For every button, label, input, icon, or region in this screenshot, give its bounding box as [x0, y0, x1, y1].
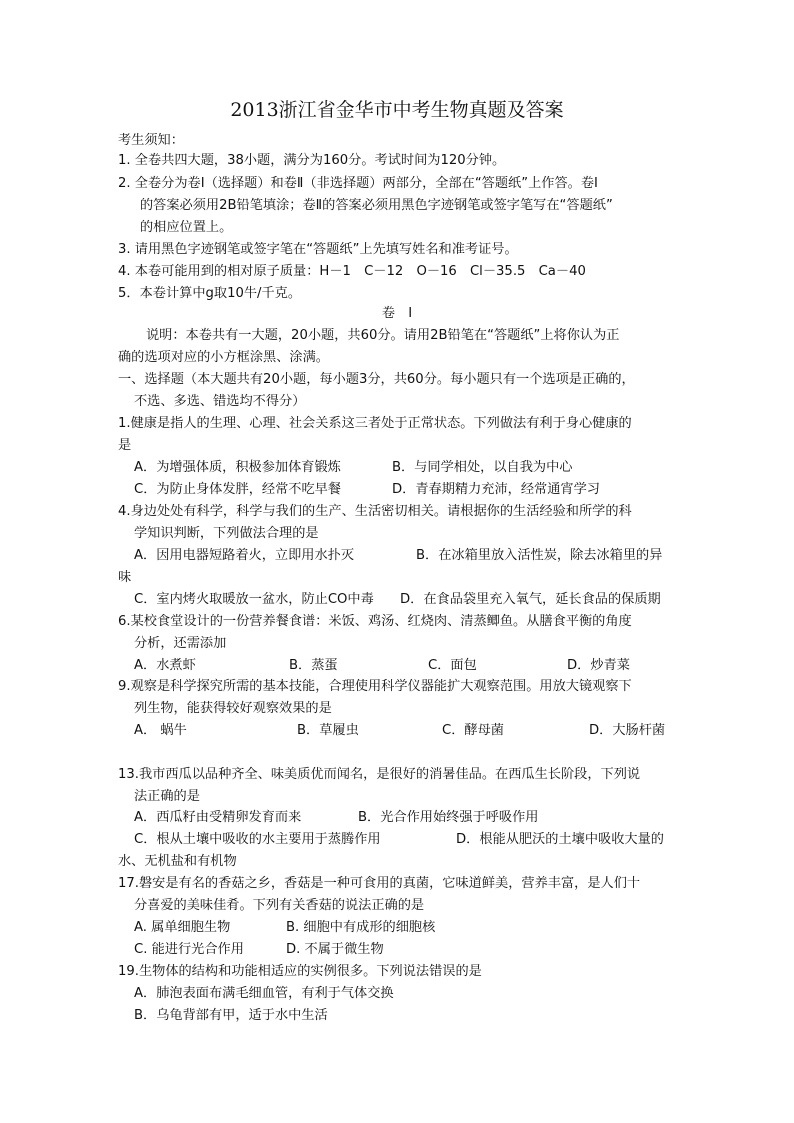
question-stem: 6.某校食堂设计的一份营养餐食谱：米饭、鸡汤、红烧肉、清蒸鲫鱼。从膳食平衡的角度 [118, 614, 632, 629]
question-stem: 19.生物体的结构和功能相适应的实例很多。下列说法错误的是 [118, 964, 482, 979]
part-heading: 一、选择题（本大题共有20小题，每小题3分，共60分。每小题只有一个选项是正确的， [118, 372, 635, 387]
option-a: A．因用电器短路着火，立即用水扑灭 [134, 548, 355, 563]
option-c: C．为防止身体发胖，经常不吃早餐 [134, 482, 342, 497]
question-stem: 9.观察是科学探究所需的基本技能，合理使用科学仪器能扩大观察范围。用放大镜观察下 [118, 679, 632, 694]
question-stem: 4.身边处处有科学，科学与我们的生产、生活密切相关。请根据你的生活经验和所学的科 [118, 504, 632, 519]
question-stem: 分喜爱的美味佳肴。下列有关香菇的说法正确的是 [134, 898, 425, 913]
question-stem: 法正确的是 [134, 789, 200, 804]
option-c: C．酵母菌 [442, 723, 504, 738]
notice-heading: 考生须知： [118, 133, 184, 148]
option-a: A．水煮虾 [134, 658, 196, 673]
notice-item: 2. 全卷分为卷Ⅰ（选择题）和卷Ⅱ（非选择题）两部分，全部在“答题纸”上作答。卷Ⅰ [118, 176, 598, 191]
notice-item: 1. 全卷共四大题，38小题，满分为160分。考试时间为120分钟。 [118, 153, 506, 168]
notice-item: 3. 请用黑色字迹钢笔或签字笔在“答题纸”上先填写姓名和准考证号。 [118, 242, 518, 257]
section-desc: 确的选项对应的小方框涂黑、涂满。 [118, 350, 329, 365]
option-b-continued: 味 [118, 570, 132, 585]
question-stem: 学知识判断，下列做法合理的是 [134, 526, 319, 541]
notice-item: 4. 本卷可能用到的相对原子质量：H－1 C－12 O－16 Cl－35.5 Ca－40 [118, 264, 586, 279]
option-b: B．草履虫 [297, 723, 359, 738]
option-a: A．肺泡表面布满毛细血管，有利于气体交换 [134, 986, 394, 1001]
question-stem: 分析，还需添加 [134, 636, 227, 651]
option-b: B．在冰箱里放入活性炭，除去冰箱里的异 [416, 548, 663, 563]
option-d-continued: 水、无机盐和有机物 [118, 854, 237, 869]
notice-item: 5．本卷计算中g取10牛/千克。 [118, 286, 302, 301]
option-d: D．根能从肥沃的土壤中吸收大量的 [456, 832, 664, 847]
option-a: A． 蜗牛 [134, 723, 187, 738]
option-c: C. 能进行光合作用 [134, 942, 244, 957]
option-b: B．乌龟背部有甲，适于水中生活 [134, 1008, 328, 1023]
question-stem: 13.我市西瓜以品种齐全、味美质优而闻名，是很好的消暑佳品。在西瓜生长阶段，下列说 [118, 767, 641, 782]
part-heading: 不选、多选、错选均不得分） [134, 394, 306, 409]
section-title: 卷 Ⅰ [381, 306, 413, 321]
option-d: D. 不属于微生物 [286, 942, 384, 957]
section-desc: 说明：本卷共有一大题，20小题，共60分。请用2B铅笔在“答题纸”上将你认为正 [146, 328, 620, 343]
option-d: D．大肠杆菌 [589, 723, 666, 738]
question-stem: 17.磐安是有名的香菇之乡，香菇是一种可食用的真菌，它味道鲜美，营养丰富，是人们十 [118, 876, 641, 891]
option-b: B．蒸蛋 [289, 658, 338, 673]
option-d: D．在食品袋里充入氧气，延长食品的保质期 [400, 592, 661, 607]
question-stem: 1.健康是指人的生理、心理、社会关系这三者处于正常状态。下列做法有利于身心健康的 [118, 416, 632, 431]
option-c: C．室内烤火取暖放一盆水，防止CO中毒 [134, 592, 374, 607]
notice-item: 的答案必须用2B铅笔填涂；卷Ⅱ的答案必须用黑色字迹钢笔或签字笔写在“答题纸” [140, 198, 613, 213]
option-a: A．西瓜籽由受精卵发育而来 [134, 810, 302, 825]
question-stem: 是 [118, 438, 132, 453]
option-d: D．炒青菜 [567, 658, 630, 673]
option-b: B. 细胞中有成形的细胞核 [286, 920, 436, 935]
option-b: B．与同学相处，以自我为中心 [392, 460, 573, 475]
option-c: C．根从土壤中吸收的水主要用于蒸腾作用 [134, 832, 381, 847]
page-title: 2013浙江省金华市中考生物真题及答案 [230, 99, 564, 121]
option-d: D．青春期精力充沛，经常通宵学习 [392, 482, 600, 497]
option-c: C．面包 [428, 658, 477, 673]
option-a: A. 属单细胞生物 [134, 920, 231, 935]
question-stem: 列生物，能获得较好观察效果的是 [134, 701, 332, 716]
option-b: B．光合作用始终强于呼吸作用 [358, 810, 539, 825]
notice-item: 的相应位置上。 [140, 220, 233, 235]
option-a: A．为增强体质，积极参加体育锻炼 [134, 460, 341, 475]
